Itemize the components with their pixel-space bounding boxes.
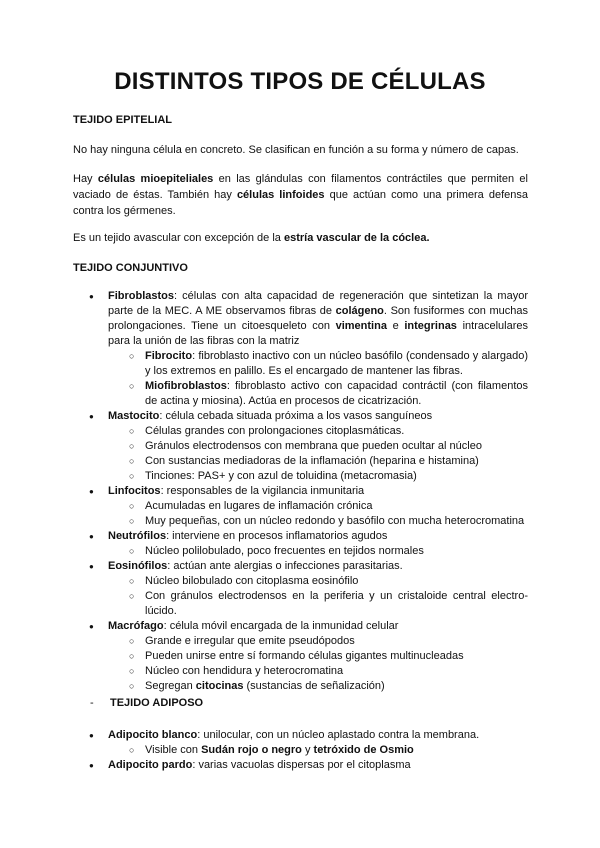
text: : interviene en procesos inflamatorios agudos	[166, 530, 388, 542]
sub-item: ○ Con sustancias mediadoras de la inflamación (heparina e histamina)	[145, 454, 528, 469]
sub-item: ○ Muy pequeñas, con un núcleo redondo y basófilo con mucha heterocromatina	[145, 514, 528, 529]
bold-term: tetróxido de Osmio	[313, 744, 414, 756]
list-item-eosinofilos	[108, 559, 528, 574]
text: Visible con	[145, 744, 202, 756]
text: (sustancias de señalización)	[243, 680, 385, 692]
list-item-adipocito-pardo	[108, 758, 528, 773]
sub-item: ○ Grande e irregular que emite pseudópodos	[145, 634, 528, 649]
page-title: DISTINTOS TIPOS DE CÉLULAS	[114, 68, 486, 95]
list-item-fibroblastos	[108, 289, 528, 349]
text: y	[301, 744, 314, 756]
section-heading-epitelial: TEJIDO EPITELIAL	[73, 114, 173, 126]
text: : fibroblasto activo con capacidad contráctil (con filamentos de actina y miosina). Actúa en procesos de cicatrización.	[145, 380, 528, 407]
text: : células con alta capacidad de regeneración que sintetizan la mayor parte de la MEC. A ME observamos fibras de	[108, 290, 528, 317]
bold-term: estría vascular de la cóclea.	[283, 232, 430, 244]
text: que actúan como una primera defensa contra los gérmenes.	[73, 189, 528, 217]
list-item-linfocitos	[108, 484, 528, 499]
text: en las glándulas con filamentos contráctiles que permiten el vaciado de éstas. También hay	[73, 173, 528, 201]
list-item-adipocito-blanco	[108, 728, 528, 743]
sub-item-sudan	[145, 743, 528, 758]
section-dash: -	[90, 697, 94, 709]
sub-item-citocinas	[145, 679, 528, 694]
text: Hay	[73, 173, 98, 185]
text: : varias vacuolas dispersas por el citoplasma	[192, 759, 411, 771]
paragraph-epitelial-3	[73, 230, 528, 246]
bold-term: Linfocitos	[108, 485, 161, 497]
sub-item: ○ Acumuladas en lugares de inflamación crónica	[145, 499, 528, 514]
bold-term: Neutrófilos	[108, 530, 167, 542]
bold-term: Eosinófilos	[108, 560, 168, 572]
text: : célula cebada situada próxima a los vasos sanguíneos	[159, 410, 433, 422]
sub-item: ○ Núcleo polilobulado, poco frecuentes en tejidos normales	[145, 544, 528, 559]
sub-item-fibrocito	[145, 349, 528, 379]
sub-item: ○ Tinciones: PAS+ y con azul de toluidina (metacromasia)	[145, 469, 528, 484]
bold-term: Fibroblastos	[108, 290, 175, 302]
text: : responsables de la vigilancia inmunitaria	[160, 485, 365, 497]
list-item-mastocito	[108, 409, 528, 424]
section-heading-adiposo: TEJIDO ADIPOSO	[110, 697, 204, 709]
bold-term: Miofibroblastos	[145, 380, 227, 392]
conjuntivo-list	[0, 289, 600, 694]
bold-term: Fibrocito	[145, 350, 193, 362]
text: : actúan ante alergias o infecciones parasitarias.	[167, 560, 403, 572]
sub-item: ○ Pueden unirse entre sí formando células gigantes multinucleadas	[145, 649, 528, 664]
text: : célula móvil encargada de la inmunidad celular	[163, 620, 399, 632]
bold-term: células mioepiteliales	[97, 173, 214, 185]
sub-item: ○ Núcleo con hendidura y heterocromatina	[145, 664, 528, 679]
text: Es un tejido avascular con excepción de la	[73, 232, 284, 244]
text: Segregan	[145, 680, 196, 692]
bold-term: citocinas	[195, 680, 244, 692]
section-heading-conjuntivo: TEJIDO CONJUNTIVO	[73, 262, 188, 274]
paragraph-epitelial-1: No hay ninguna célula en concreto. Se clasifican en función a su forma y número de capas.	[73, 144, 519, 156]
bold-term: células linfoides	[236, 189, 325, 201]
sub-item: ○ Gránulos electrodensos con membrana que pueden ocultar al núcleo	[145, 439, 528, 454]
text: : unilocular, con un núcleo aplastado contra la membrana.	[197, 729, 480, 741]
list-item-macrofago	[108, 619, 528, 634]
sub-item-miofibroblastos	[145, 379, 528, 409]
paragraph-epitelial-2	[73, 171, 528, 219]
bold-term: integrinas	[404, 320, 457, 332]
bold-term: Macrófago	[108, 620, 164, 632]
text: e	[386, 320, 405, 332]
bold-term: Adipocito pardo	[108, 759, 193, 771]
bold-term: Mastocito	[108, 410, 160, 422]
bold-term: Sudán rojo o negro	[201, 744, 302, 756]
adiposo-list	[0, 728, 600, 773]
sub-item: ○ Con gránulos electrodensos en la periferia y un cristaloide central electro-lúcido.	[145, 589, 528, 619]
text: intracelulares para la unión de las fibras con la matriz	[108, 320, 528, 347]
sub-item: ○ Células grandes con prolongaciones citoplasmáticas.	[145, 424, 528, 439]
text: . Son fusiformes con muchas prolongaciones. Tiene un citoesqueleto con	[108, 305, 528, 332]
bold-term: Adipocito blanco	[108, 729, 198, 741]
bold-term: colágeno	[335, 305, 384, 317]
sub-item: ○ Núcleo bilobulado con citoplasma eosinófilo	[145, 574, 528, 589]
list-item-neutrofilos	[108, 529, 528, 544]
text: : fibroblasto inactivo con un núcleo basófilo (condensado y alargado) y los extremos en palillo. Es el encargado de mantener las fibras.	[145, 350, 528, 377]
bold-term: vimentina	[335, 320, 387, 332]
